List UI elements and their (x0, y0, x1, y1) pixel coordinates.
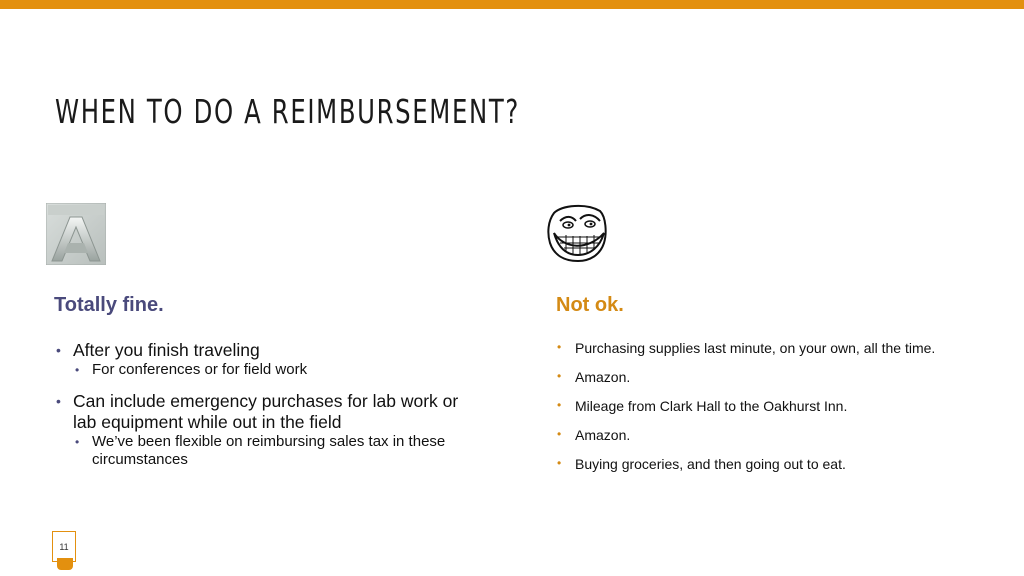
page-number-tab (57, 558, 73, 570)
list-item: • After you finish traveling (54, 340, 474, 361)
slide-title: WHEN TO DO A REIMBURSEMENT? (55, 92, 520, 131)
page-number: 11 (52, 531, 76, 562)
list-item: • Mileage from Clark Hall to the Oakhurst Inn. (556, 397, 1006, 426)
metal-bracket-icon (46, 203, 106, 265)
list-item: • Buying groceries, and then going out to eat. (556, 455, 1006, 484)
sub-list-item: • For conferences or for field work (54, 361, 474, 379)
sub-list-item: • We’ve been flexible on reimbursing sales tax in these circumstances (54, 433, 474, 469)
list-item: • Amazon. (556, 368, 1006, 397)
list-item: • Amazon. (556, 426, 1006, 455)
left-heading: Totally fine. (54, 294, 164, 316)
right-heading: Not ok. (556, 294, 624, 316)
list-item: • Can include emergency purchases for lab work or lab equipment while out in the field (54, 391, 474, 433)
list-item: • Purchasing supplies last minute, on your own, all the time. (556, 339, 1006, 368)
left-bullet-list (54, 340, 474, 469)
right-bullet-list (556, 339, 1006, 484)
top-accent-bar (0, 0, 1024, 9)
trollface-icon (546, 203, 608, 265)
